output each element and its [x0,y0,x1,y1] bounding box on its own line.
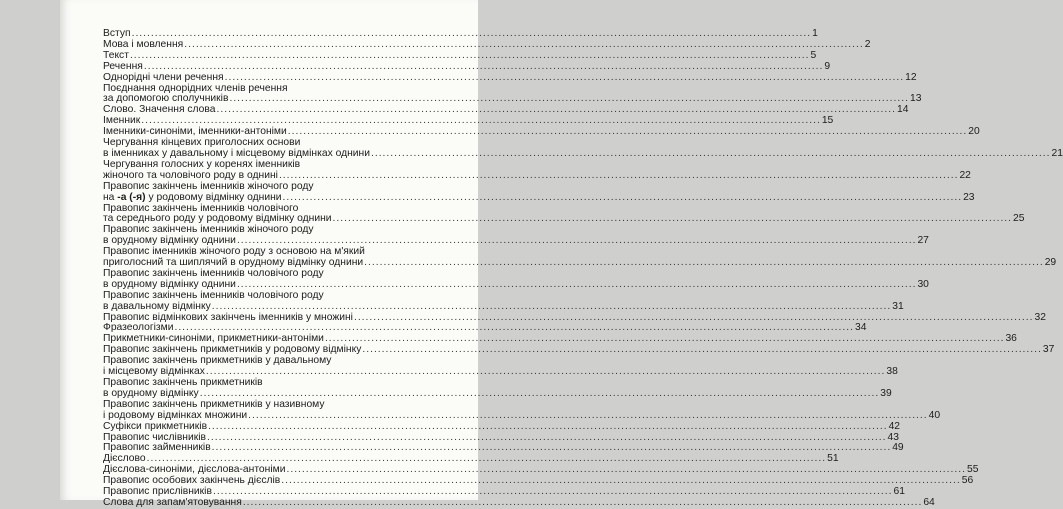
toc-entry-title-text: Фразеологізми [103,322,174,334]
toc-page-number: 61 [893,486,905,498]
toc-entry-title-line: Правопис закінчень прикметників у називному [103,398,325,410]
toc-entry-title-text: в орудному відмінку [103,387,199,399]
toc-entry-title-text: Правопис займенників [103,442,211,454]
toc-entry-title-line: Правопис закінчень іменників чоловічого роду [103,289,324,301]
toc-entry-line [103,71,917,84]
toc-page-number: 2 [864,38,871,50]
dot-leader [144,62,824,73]
toc-page-number: 34 [854,322,867,334]
toc-entry-title-text: і родовому відмінках множини [103,409,248,421]
toc-page-number: 31 [892,300,904,312]
toc-entry-title-text: Однорідні члени речення [103,71,224,83]
toc-page-number: 21 [1051,147,1063,159]
dot-leader [283,193,963,204]
toc-entry-title [103,193,282,204]
toc-entry-title-text: Вступ [103,28,131,39]
toc-page-number: 5 [810,49,817,61]
toc-page-number: 14 [897,104,909,116]
toc-page-number: 43 [887,431,899,443]
toc-entry-title-line: Правопис закінчень іменників жіночого роду [103,180,314,192]
toc-page-number: 49 [892,442,904,454]
toc-page-number: 1 [812,28,818,39]
toc-page-number: 29 [1044,257,1057,269]
toc-page-number: 27 [917,235,929,247]
dot-leader [288,127,968,138]
toc-entry-title-line: Правопис закінчень прикметників [103,377,263,388]
toc-entry [103,82,922,106]
toc-entry-title-text: Слова для запам'ятовування [103,496,242,508]
toc-entry-title-text: в орудному відмінку однини [103,235,236,247]
toc-page-number: 20 [968,126,980,138]
toc-entry-title-line: Правопис іменників жіночого роду з основою на м'який [103,246,365,258]
toc-entry-title-text: за допомогою сполучників [103,93,229,105]
dot-leader [208,422,888,433]
toc-entry-title-text: Текст [103,49,129,61]
dot-leader [371,149,1051,160]
toc-entry-title-text: Правопис прислівників [103,486,212,498]
toc-entry [103,289,904,313]
toc-entry-title-text: Мова і мовлення [103,38,184,50]
toc-entry-title-line: Правопис закінчень іменників чоловічого роду [103,267,324,279]
toc-entry-title-line: Чергування кінцевих приголосних основи [103,137,301,149]
dot-leader [206,367,886,378]
toc-entry-title [103,73,224,84]
toc-entry [103,202,1025,226]
toc-entry [103,398,941,422]
toc-entry-title-text: Правопис відмінкових закінчень іменників у множині [103,311,353,323]
dot-leader [362,345,1042,356]
toc-entry-title-text: Речення [103,60,143,72]
toc-page-number: 36 [1005,333,1017,345]
dot-leader [279,171,959,182]
toc-page-number: 55 [966,464,979,476]
toc-entry-title-text: в орудному відмінку однини [103,278,236,290]
table-of-contents [103,28,1063,509]
toc-entry [103,267,929,291]
toc-page-number: 64 [923,496,935,508]
toc-page-number: 25 [1013,213,1025,225]
toc-entry-line [103,496,935,509]
toc-entry-title-text: в іменниках у давальному і місцевому відмінках однини [103,147,370,159]
toc-entry-title-text: Правопис закінчень прикметників у родовому відмінку [103,344,362,356]
toc-page-number: 13 [909,93,922,105]
toc-entry [103,180,975,204]
toc-entry-line [103,191,975,204]
toc-entry [103,224,929,247]
toc-entry-title-line: Правопис закінчень іменників чоловічого [103,202,299,214]
dot-leader [237,280,917,291]
toc-entry-title-text: Дієслова-синоніми, дієслова-антоніми [103,464,286,476]
toc-page-number: 32 [1034,311,1046,323]
toc-entry-title-text: та середнього роду у родовому відмінку однини [103,213,332,225]
toc-page-number: 37 [1042,344,1055,356]
dot-leader [248,411,928,422]
toc-entry-title-text: Іменник [103,115,141,127]
toc-entry-title-ending: -а (-я) [117,191,146,203]
toc-entry [103,71,917,84]
toc-page-number: 15 [821,115,834,127]
toc-entry-title-line: Чергування голосних у коренях іменників [103,158,301,170]
toc-entry [103,377,892,400]
toc-page-number: 40 [928,409,941,421]
toc-entry-title-text: Іменники-синоніми, іменники-антоніми [103,126,287,138]
book-page [60,0,1063,508]
toc-entry-title-text: Правопис особових закінчень дієслів [103,475,281,487]
toc-entry-title-text: Дієслово [103,453,146,465]
toc-entry [103,246,1057,269]
toc-entry-title-line: Поєднання однорідних членів речення [103,82,288,94]
toc-page-number: 42 [888,420,901,432]
dot-leader [364,258,1044,269]
toc-entry [103,355,898,378]
dot-leader [225,73,905,84]
dot-leader [333,214,1013,225]
toc-entry-title-line: Правопис закінчень іменників жіночого роду [103,224,314,236]
toc-page-number: 38 [886,366,898,378]
toc-entry-title-line: Правопис закінчень прикметників у давальному [103,355,332,367]
toc-entry-title-text: Суфікси прикметників [103,420,208,432]
toc-page-number: 12 [905,71,917,83]
toc-entry-title-text: Слово. Значення слова [103,104,216,116]
dot-leader [243,498,923,509]
toc-page-number: 22 [959,169,971,181]
toc-entry-title-text: Правопис числівників [103,431,207,443]
toc-entry [103,137,1063,160]
toc-page-number: 51 [827,453,839,465]
toc-page-number: 23 [963,191,975,203]
toc-page-number: 30 [917,278,929,290]
toc-entry-title-text: жіночого та чоловічого роду в однині [103,169,278,181]
toc-entry-title-text: приголосний та шиплячий в орудному відмінку однини [103,257,364,269]
toc-entry-title-text: у родовому відмінку однини [145,191,282,203]
toc-entry-title-text: і місцевому відмінках [103,366,205,378]
toc-entry-title [103,498,242,509]
toc-page-number: 9 [824,60,831,72]
toc-entry-title-text: в давальному відмінку [103,300,211,312]
toc-page-number: 56 [961,475,974,487]
toc-entry-title-text: Прикметники-синоніми, прикметники-антоніми [103,333,324,345]
toc-page-number: 39 [880,387,892,399]
toc-entry-title-prefix: на [103,191,118,203]
toc-entry [103,158,971,182]
toc-entry [103,496,935,509]
